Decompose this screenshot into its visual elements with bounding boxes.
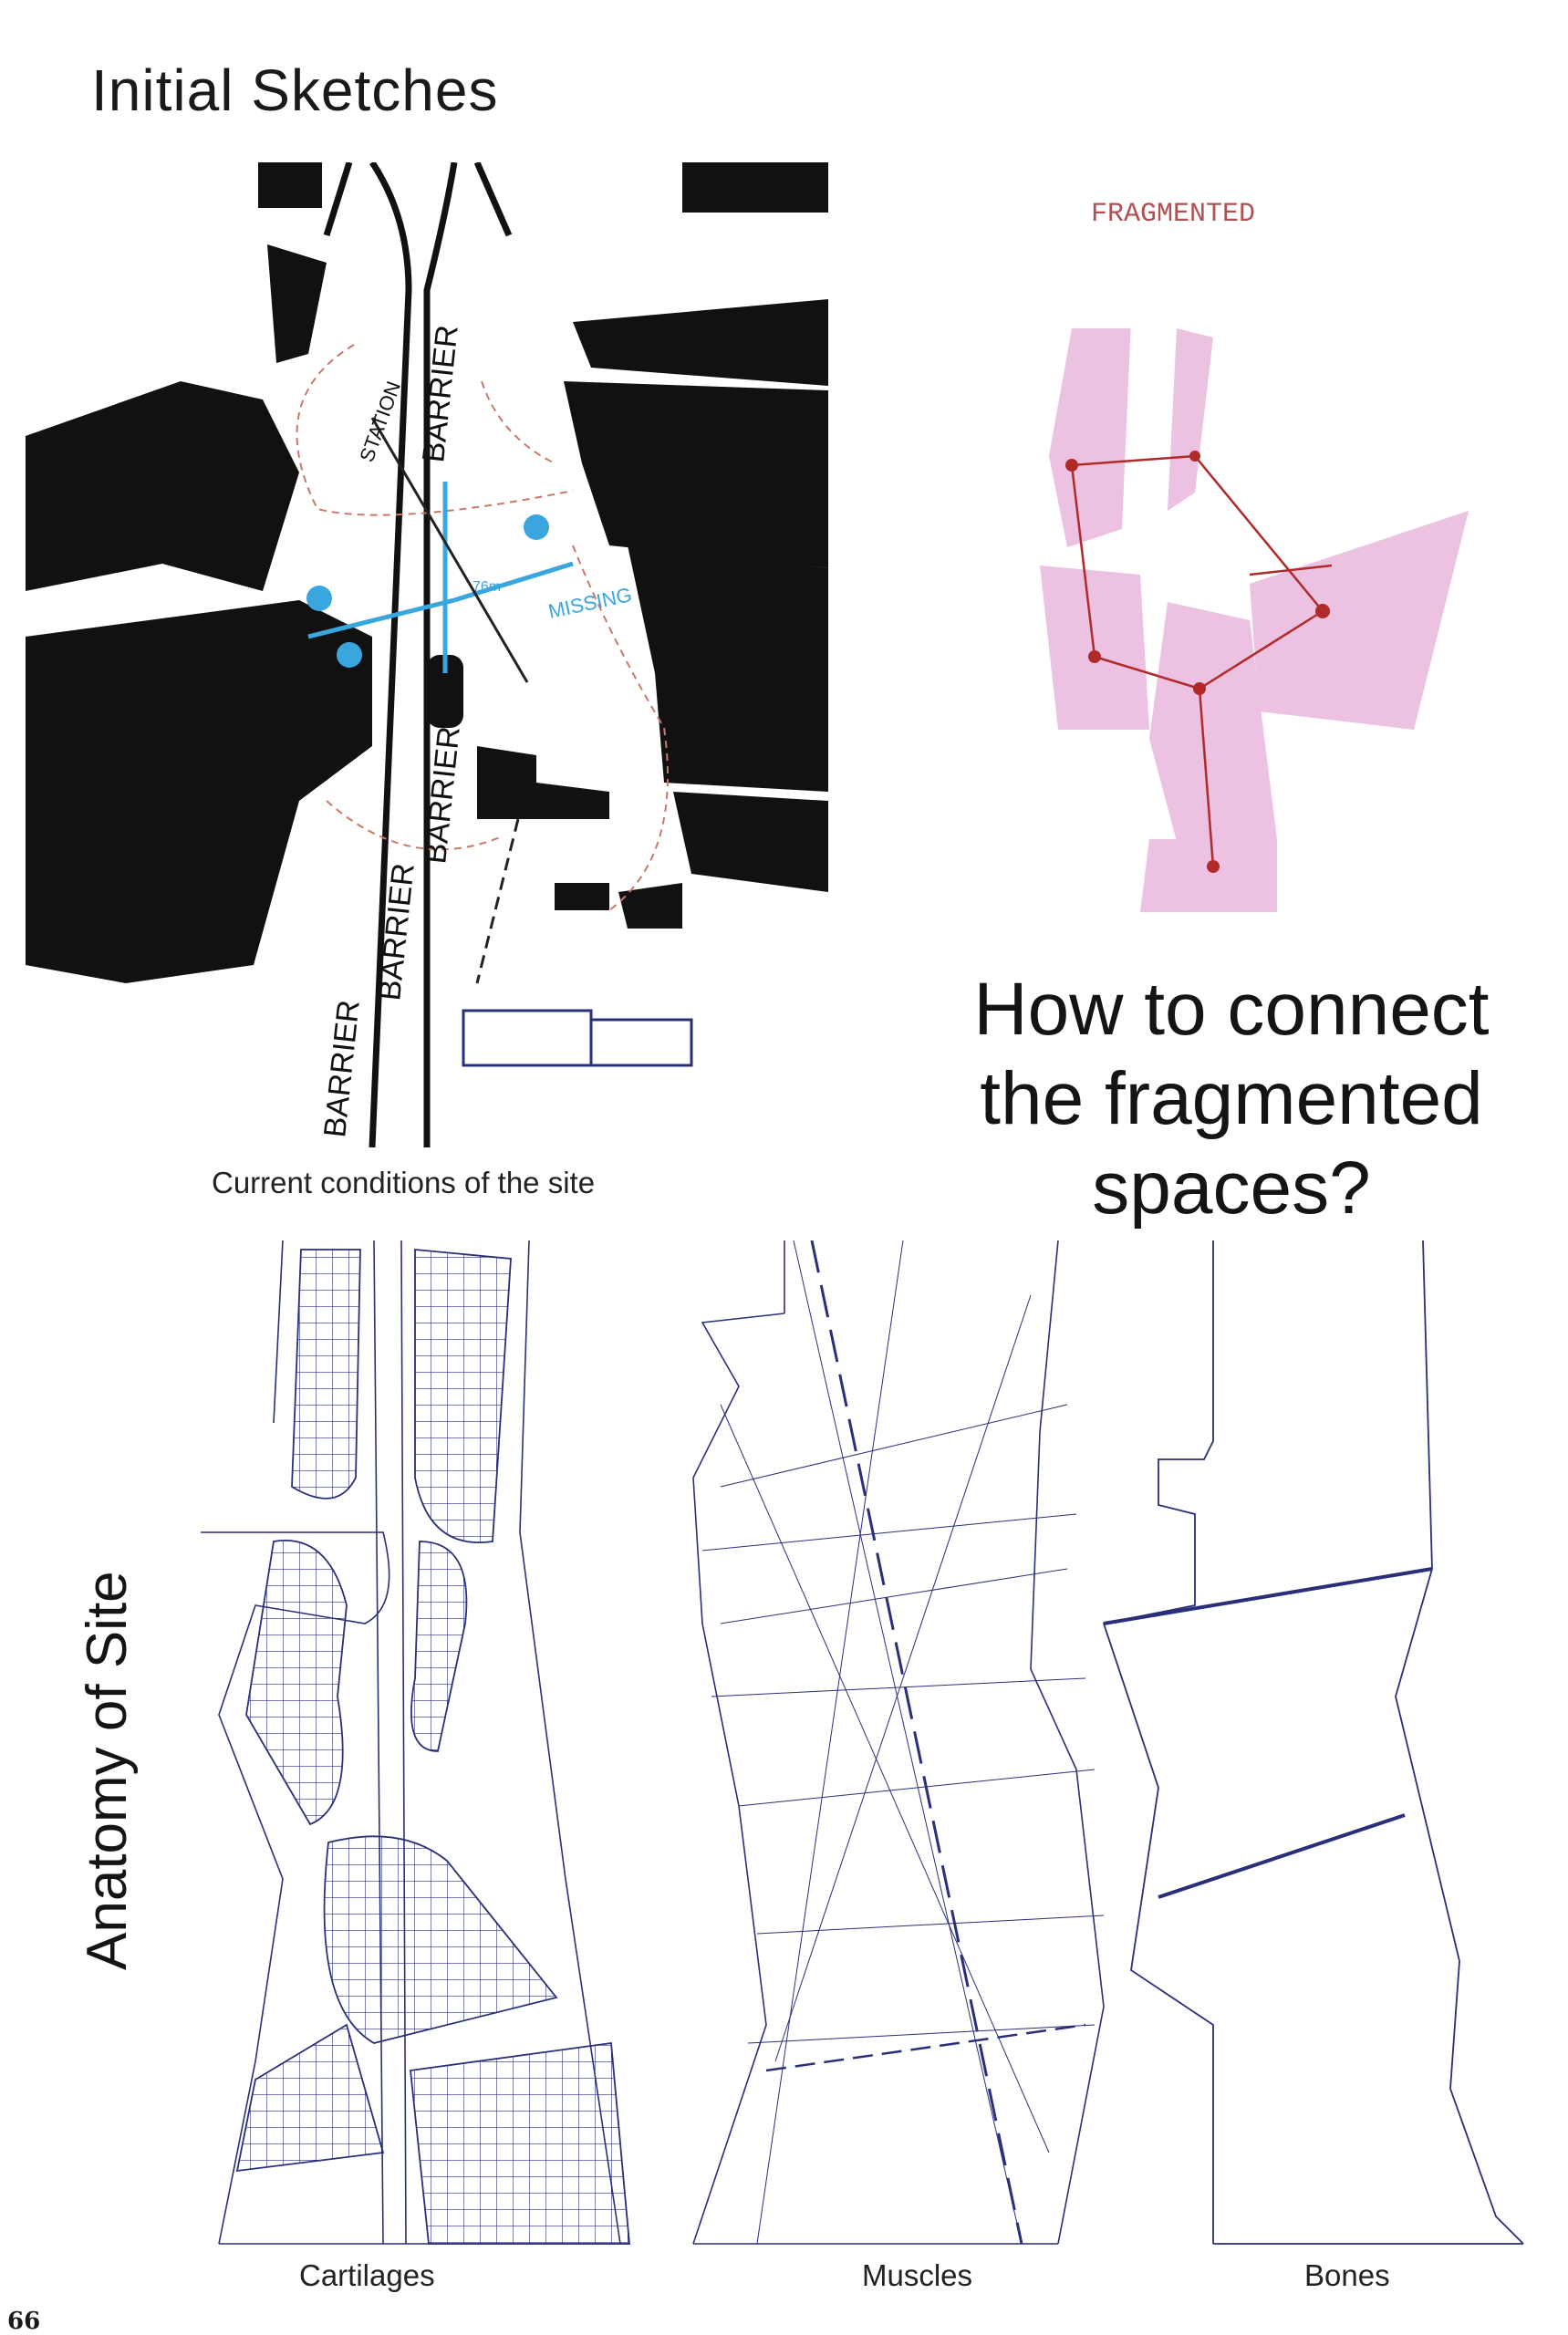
site-sketch-caption: Current conditions of the site bbox=[212, 1166, 596, 1199]
anatomy-vertical-label: Anatomy of Site bbox=[76, 1571, 139, 1970]
muscles-sketch bbox=[666, 1240, 1122, 2253]
fragmented-label: FRAGMENTED bbox=[1091, 199, 1256, 230]
fragmented-sketch bbox=[985, 328, 1496, 912]
barrier-label: BARRIER bbox=[372, 861, 421, 1002]
site-map-sketch bbox=[26, 162, 846, 1147]
page-title: Initial Sketches bbox=[91, 57, 499, 123]
caption-muscles: Muscles bbox=[862, 2258, 973, 2292]
station-label: STATION bbox=[355, 378, 406, 465]
barrier-label: BARRIER bbox=[418, 724, 467, 866]
question-heading: How to connect the fragmented spaces? bbox=[973, 968, 1490, 1230]
missing-label: MISSING bbox=[545, 583, 634, 623]
page-number: 66 bbox=[7, 2308, 41, 2335]
caption-bones: Bones bbox=[1304, 2258, 1390, 2292]
caption-cartilages: Cartilages bbox=[299, 2258, 435, 2292]
barrier-label: BARRIER bbox=[317, 998, 367, 1139]
distance-label: 76m bbox=[472, 579, 502, 595]
cartilages-sketch bbox=[201, 1240, 639, 2253]
bones-sketch bbox=[1095, 1240, 1532, 2253]
barrier-label: BARRIER bbox=[416, 323, 465, 464]
